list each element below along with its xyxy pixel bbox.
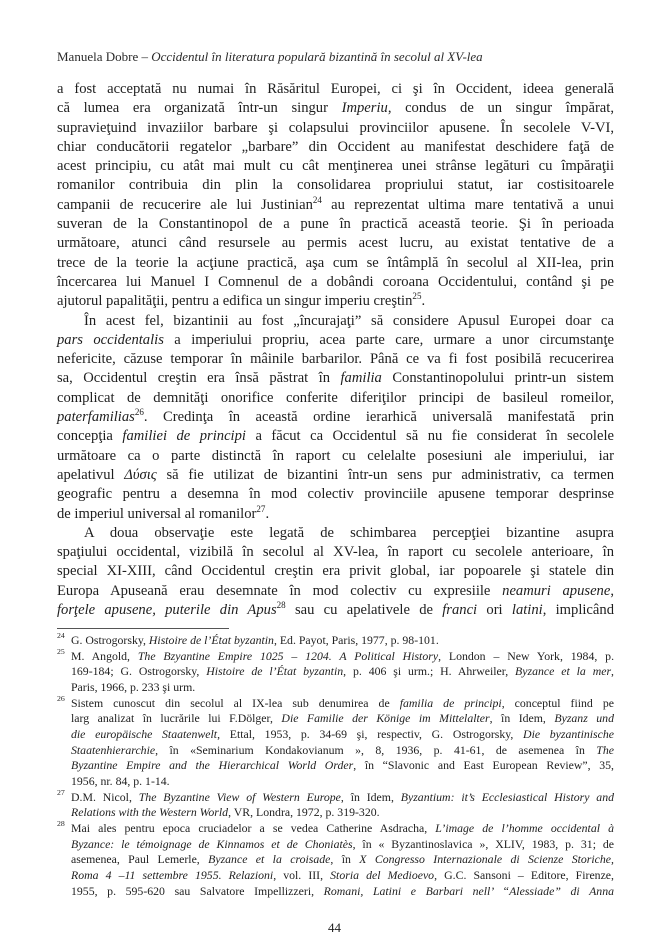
- text-run: nefericite, căzuse temporar în mâinile barbarilor. Până ce va fi fost posibilă recucerirea: [57, 351, 614, 368]
- text-run: 1956, nr. 84, p. 1-14.: [71, 773, 170, 788]
- text-run: .: [265, 505, 270, 522]
- page-number: 44: [328, 920, 341, 935]
- paragraph: [57, 312, 614, 524]
- text-run: a făcut ca Occidentul să nu fie considerat în secolele: [245, 428, 614, 445]
- text-run: romanilor contribuia din plin la consolidarea propriului statut, iar costisitoarele: [57, 177, 614, 194]
- footnote-line: [71, 821, 614, 837]
- text-run: 1955, p. 595-620 sau Salvatore Impellizzeri,: [71, 883, 324, 898]
- text-run: , London – New York, 1984, p.: [438, 648, 615, 663]
- footnote-line: [71, 711, 614, 727]
- text-run: trece de la teorie la acţiune practică, aşa cum se întâmplă în secolul al XII-lea, prin: [57, 254, 614, 271]
- italic-text: franci: [442, 602, 478, 619]
- text-run: 169-184; G. Ostrogorsky,: [71, 664, 207, 679]
- text-line: [57, 466, 614, 485]
- footnote-separator-rule: [57, 628, 229, 629]
- footnote-text: [71, 790, 614, 821]
- text-run: ,: [610, 582, 614, 599]
- text-line: [57, 292, 614, 311]
- italic-text: Byzance: le témoignage de Kinnamos et de Choniatès: [71, 836, 353, 851]
- text-run: a fost acceptată nu numai în Răsăritul Europei, ci şi în Occident, ideea generală: [57, 81, 614, 97]
- text-line: [57, 119, 614, 138]
- text-line: [57, 369, 614, 388]
- footnotes: [57, 633, 614, 899]
- text-run: concepţia: [57, 428, 123, 445]
- text-line: [57, 389, 614, 408]
- text-run: larg analizat în lucrările lui F.Dölger,: [71, 711, 282, 726]
- footnote-text: [71, 633, 614, 649]
- italic-text: Byzantium: it’s Ecclesiastical History and: [400, 789, 615, 804]
- text-line: [57, 138, 614, 157]
- italic-text: X Congresso Internazionale di Scienze Storiche,: [359, 852, 614, 867]
- text-line: [57, 447, 614, 466]
- text-run: Mai ales pentru epoca cruciadelor a se vedea Catherine Asdracha,: [71, 820, 436, 835]
- italic-text: familia: [340, 370, 382, 387]
- italic-text: familia de principi: [399, 695, 502, 710]
- text-line: [57, 215, 614, 234]
- text-run: geografic pentru a desemna în mod colectiv provinciile apusene temporar desprinse: [57, 486, 614, 503]
- text-run: apelativul: [57, 466, 125, 483]
- italic-text: The: [596, 742, 614, 757]
- italic-text: Storia del Medioevo: [330, 867, 435, 882]
- text-run: supravieţuind invaziilor barbare şi colapsului provinciilor apusene. În secolele V-VI,: [57, 119, 614, 136]
- text-line: [57, 80, 614, 99]
- text-run: următoare ca o parte distinctă în raport cu celelalte posesiuni ale imperiului, iar: [57, 447, 614, 464]
- italic-text: neamuri apusene: [502, 582, 611, 599]
- italic-text: Histoire de l’État byzantin: [206, 664, 344, 679]
- italic-text: Romani, Latini e Barbari nell’ “Alessiade” di Anna: [323, 883, 614, 898]
- text-run: , Ettal, 1953, p. 34-69 şi, respectiv, G. Ostrogorsky,: [217, 726, 524, 741]
- italic-text: die europäische Staatenwelt: [71, 726, 218, 741]
- text-line: [57, 196, 614, 215]
- text-run: ajutorul papalităţii, pentru a edifica un singur imperiu creştin: [57, 293, 413, 310]
- text-run: să fie utilizat de bizantini într-un sens pur administrativ, ca termen: [156, 466, 614, 483]
- footnote-line: [71, 758, 614, 774]
- footnote-line: [71, 837, 614, 853]
- text-run: suveran de la Constantinopol de a pune în practică această teorie. Şi în perioada: [57, 216, 614, 233]
- footnote: [57, 693, 614, 790]
- footnote-reference: 28: [276, 600, 286, 611]
- footnote-line: [71, 774, 614, 790]
- text-run: În acest fel, bizantinii au fost „încurajaţi” să considere Apusul Europei doar ca: [84, 312, 614, 329]
- text-run: acest principiu, cu atât mai mult cu cât menţinerea unei strânse legături cu împăraţii: [57, 158, 614, 175]
- text-line: [57, 505, 614, 524]
- text-run: încercarea lui Manuel I Comnenul de a dobândi coroana Occidentului, contând şi pe: [57, 273, 614, 290]
- footnote: [57, 633, 614, 649]
- footnote-line: [71, 727, 614, 743]
- footnote-line: [71, 664, 614, 680]
- text-line: [57, 562, 614, 581]
- text-run: G. Ostrogorsky,: [71, 633, 149, 647]
- italic-text: paterfamilias: [57, 409, 135, 426]
- footnote-reference: 27: [256, 503, 266, 514]
- running-header: [57, 49, 614, 65]
- footnote-line: [71, 743, 614, 759]
- footnote-line: [71, 696, 614, 712]
- text-run: , vol. III,: [273, 867, 331, 882]
- italic-text: Staatenhierarchie: [71, 742, 156, 757]
- italic-text: forţele apusene, puterile din Apus: [57, 602, 277, 619]
- text-run: de imperiul universal al romanilor: [57, 505, 257, 522]
- text-run: D.M. Nicol,: [71, 789, 139, 804]
- text-line: [57, 234, 614, 253]
- footnote-line: [71, 852, 614, 868]
- footnote-reference: 25: [412, 291, 422, 302]
- italic-text: L’image de l’homme occidental à: [435, 820, 614, 835]
- footnote-line: [71, 680, 614, 696]
- paragraph: [57, 80, 614, 312]
- footnote-number: 26: [57, 693, 65, 703]
- text-run: .: [421, 293, 426, 310]
- text-run: a imperiului propriu, acea parte care, urmare a unor circumstanţe: [163, 331, 614, 348]
- text-run: , p. 406 şi urm.; H. Ahrweiler,: [343, 664, 516, 679]
- italic-text: latini: [511, 602, 543, 619]
- text-run: , în «Seminarium Kondakovianum », 8, 1936, p. 41-61, de asemenea în: [155, 742, 597, 757]
- text-line: [57, 485, 614, 504]
- text-run: Europa Apuseană erau desemnate în mod colectiv cu expresiile: [57, 582, 503, 599]
- footnote-number: 24: [57, 631, 65, 640]
- text-line: [57, 331, 614, 350]
- text-line: [57, 601, 614, 620]
- text-line: [57, 99, 614, 118]
- italic-text: Histoire de l’État byzantin: [148, 633, 274, 647]
- header-author: Manuela Dobre: [57, 49, 139, 64]
- text-run: special XI-XIII, când Occidentul creştin era privit global, iar popoarele şi statele din: [57, 563, 614, 580]
- text-run: sa, Occidentul creştin era însă păstrat în: [57, 370, 341, 387]
- italic-text: familiei de principi: [122, 428, 246, 445]
- text-line: [57, 524, 614, 543]
- footnote: [57, 646, 615, 696]
- text-run: Constantinopolului printr-un sistem: [381, 370, 614, 387]
- text-run: ori: [477, 602, 512, 619]
- italic-text: Relations with the Western World: [71, 805, 229, 820]
- text-run: , în Idem,: [489, 711, 555, 726]
- footnote-line: [71, 805, 614, 821]
- italic-text: Byzance et la croisade: [208, 852, 331, 867]
- text-run: că lumea era organizată într-un singur: [57, 100, 342, 117]
- text-run: spaţiului occidental, vizibilă în secolul al XV-lea, în raport cu secolele anterioare, în: [57, 544, 614, 561]
- footnote-line: [71, 633, 614, 649]
- italic-text: Roma 4 –11 settembre 1955. Relazioni: [71, 867, 274, 882]
- footnote-line: [71, 649, 614, 665]
- text-run: Sistem cunoscut din secolul al IX-lea sub denumirea de: [71, 695, 400, 710]
- text-line: [57, 582, 614, 601]
- text-run: , în Idem,: [340, 789, 401, 804]
- text-run: sau cu apelativele de: [285, 602, 443, 619]
- text-run: campanii de recucerire ale lui Justinian: [57, 196, 313, 213]
- footnote-reference: 26: [134, 407, 144, 418]
- text-line: [57, 427, 614, 446]
- body-text: [57, 80, 614, 620]
- footnote-line: [71, 790, 614, 806]
- text-run: M. Angold,: [71, 648, 138, 663]
- text-line: [57, 254, 614, 273]
- text-run: asemenea, Paul Lemerle,: [71, 852, 209, 867]
- footnote-text: [71, 821, 614, 899]
- italic-text: The Bzyantine Empire 1025 – 1204. A Political History: [137, 648, 439, 663]
- text-run: A doua observaţie este legată de schimbarea percepţiei bizantine asupra: [84, 524, 614, 541]
- text-run: , conceptul fiind pe: [501, 695, 614, 710]
- text-line: [57, 350, 614, 369]
- text-run: Paris, 1966, p. 233 şi urm.: [71, 679, 196, 694]
- italic-text: Δύσις: [124, 466, 157, 483]
- footnote-number: 25: [57, 646, 65, 656]
- italic-text: pars occidentalis: [57, 331, 164, 348]
- footnote-line: [71, 884, 614, 900]
- footnote-number: 27: [57, 787, 65, 797]
- header-title: Occidentul în literatura populară bizantină în secolul al XV-lea: [151, 49, 483, 64]
- text-line: [57, 176, 614, 195]
- footnote-number: 28: [57, 818, 65, 828]
- text-run: , VR, Londra, 1972, p. 319-320.: [228, 805, 380, 820]
- text-run: , în “Slavonic and East European Review”, 35,: [353, 758, 614, 773]
- italic-text: Byzantine Empire and the Hierarchical World Order: [71, 758, 354, 773]
- footnote-reference: 24: [312, 194, 322, 205]
- italic-text: Byzance et la mer: [515, 664, 612, 679]
- text-run: , în: [330, 852, 360, 867]
- footnote: [57, 787, 615, 821]
- paragraph: [57, 524, 614, 620]
- text-run: , G.C. Sansoni – Editore, Firenze,: [434, 867, 614, 882]
- italic-text: Die byzantinische: [523, 726, 614, 741]
- italic-text: Imperiu: [341, 100, 388, 117]
- text-line: [57, 273, 614, 292]
- text-run: , implicând: [542, 602, 614, 619]
- text-run: , condus de un singur împărat,: [387, 100, 614, 117]
- footnote-text: [71, 696, 614, 790]
- text-line: [57, 157, 614, 176]
- text-run: ,: [611, 664, 614, 679]
- header-separator: –: [138, 49, 152, 64]
- text-run: , Ed. Payot, Paris, 1977, p. 98-101.: [273, 633, 439, 647]
- italic-text: Byzanz und: [554, 711, 614, 726]
- text-run: . Credinţa în această ordine ierarhică universală manifestată prin: [143, 409, 614, 426]
- footnote-line: [71, 868, 614, 884]
- text-line: [57, 543, 614, 562]
- text-line: [57, 408, 614, 427]
- text-run: următoare, atunci când resursele au permis acest lucru, au existat tentative de a: [57, 235, 614, 252]
- italic-text: The Byzantine View of Western Europe: [138, 789, 341, 804]
- text-run: chiar conducătorii regatelor „barbare” din Occident au manifestat deschidere faţă de: [57, 138, 614, 155]
- footnote-text: [71, 649, 614, 696]
- text-run: complicat de demnităţi onorifice conferite diferiţilor principi de basileul romeilor,: [57, 389, 614, 406]
- footnote: [57, 818, 615, 899]
- italic-text: Die Familie der Könige im Mittelalter: [281, 711, 490, 726]
- text-line: [57, 312, 614, 331]
- text-run: au reprezentat ultima mare tentativă a unui: [321, 196, 614, 213]
- text-run: , în « Byzantinoslavica », XLIV, 1983, p. 31; de: [352, 836, 615, 851]
